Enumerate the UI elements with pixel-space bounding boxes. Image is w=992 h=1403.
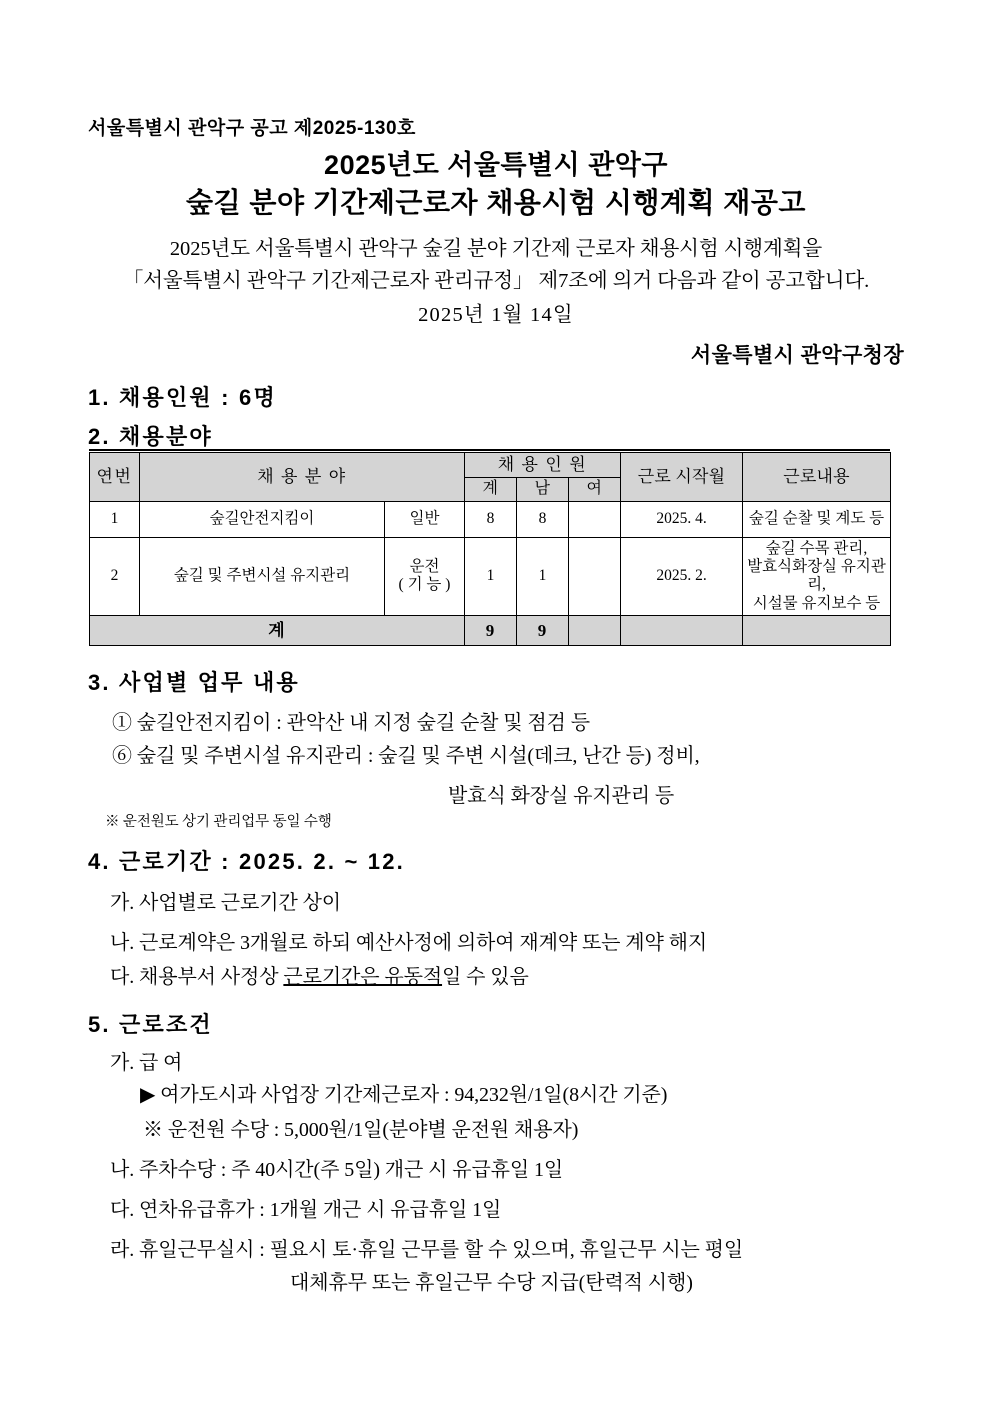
cell-total-female [569, 616, 621, 646]
document-number: 서울특별시 관악구 공고 제2025-130호 [88, 118, 416, 139]
th-start-month: 근로 시작월 [621, 453, 743, 502]
item-da-prefix: 다. 채용부서 사정상 [110, 966, 284, 988]
cell-female [569, 537, 621, 615]
cell-no: 2 [90, 537, 140, 615]
table-row [90, 501, 891, 537]
title-line-2: 숲길 분야 기간제근로자 채용시험 시행계획 재공고 [186, 187, 806, 218]
cell-work-content [743, 537, 891, 615]
table-body [90, 501, 891, 645]
section-3-heading: 3. 사업별 업무 내용 [88, 670, 300, 695]
cell-total: 8 [465, 501, 517, 537]
section-4-item-ga: 가. 사업별로 근로기간 상이 [110, 892, 342, 914]
th-no: 연번 [90, 453, 140, 502]
section-5-item-da: 다. 연차유급휴가 : 1개월 개근 시 유급휴일 1일 [110, 1199, 502, 1221]
table-header [90, 453, 891, 502]
th-male: 남 [517, 478, 569, 502]
cell-field-name: 숲길안전지킴이 [140, 501, 385, 537]
item-da-underlined: 근로기간은 유동적 [283, 966, 443, 988]
cell-total-work-content [743, 616, 891, 646]
section-5-item-na: 나. 주차수당 : 주 40시간(주 5일) 개근 시 유급휴일 1일 [110, 1159, 564, 1181]
section-4-item-na: 나. 근로계약은 3개월로 하되 예산사정에 의하여 재계약 또는 계약 해지 [110, 932, 708, 954]
section-1-heading: 1. 채용인원 : 6명 [88, 385, 277, 410]
cell-field-name: 숲길 및 주변시설 유지관리 [140, 537, 385, 615]
table-total-row [90, 616, 891, 646]
cell-start-month: 2025. 2. [621, 537, 743, 615]
page-title [0, 146, 992, 222]
table-top-rule [89, 449, 890, 451]
cell-total-sum: 9 [465, 616, 517, 646]
cell-total-label: 계 [90, 616, 465, 646]
th-headcount: 채 용 인 원 [465, 453, 621, 478]
item-da-suffix: 일 수 있음 [442, 966, 529, 988]
work-content-line-3: 시설물 유지보수 등 [752, 594, 881, 612]
section-5-item-ga-sub-1: ▶ 여가도시과 사업장 기간제근로자 : 94,232원/1일(8시간 기준) [140, 1084, 668, 1106]
cell-field-type: 일반 [385, 501, 465, 537]
th-female: 여 [569, 478, 621, 502]
section-3-note: ※ 운전원도 상기 관리업무 동일 수행 [105, 814, 332, 830]
th-total: 계 [465, 478, 517, 502]
cell-total-start-month [621, 616, 743, 646]
section-5-heading: 5. 근로조건 [88, 1012, 213, 1037]
field-type-line-2: ( 기 능 ) [398, 576, 451, 594]
intro-paragraph [96, 233, 896, 331]
field-type-line-1: 운전 [409, 558, 440, 576]
cell-total-male: 9 [517, 616, 569, 646]
cell-start-month: 2025. 4. [621, 501, 743, 537]
work-content-line-2: 발효식화장실 유지관리, [747, 558, 886, 594]
cell-total: 1 [465, 537, 517, 615]
issuer-name: 서울특별시 관악구청장 [690, 344, 904, 367]
cell-male: 8 [517, 501, 569, 537]
section-3-item-1: ① 숲길안전지킴이 : 관악산 내 지정 숲길 순찰 및 점검 등 [112, 712, 590, 734]
cell-no: 1 [90, 501, 140, 537]
table-header-row-1 [90, 453, 891, 478]
section-5-item-ga: 가. 급 여 [110, 1052, 183, 1074]
section-4-heading: 4. 근로기간 : 2025. 2. ~ 12. [88, 849, 405, 874]
table-row [90, 537, 891, 615]
cell-work-content: 숲길 순찰 및 계도 등 [743, 501, 891, 537]
title-line-1: 2025년도 서울특별시 관악구 [324, 150, 668, 180]
section-3-item-6-line-2: 발효식 화장실 유지관리 등 [448, 785, 675, 807]
recruitment-table [89, 452, 891, 646]
section-3-item-6-line-1: ⑥ 숲길 및 주변시설 유지관리 : 숲길 및 주변 시설(데크, 난간 등) 정비, [112, 745, 700, 767]
th-work-content: 근로내용 [743, 453, 891, 502]
work-content-line-1: 숲길 수목 관리, [765, 539, 868, 557]
cell-female [569, 501, 621, 537]
section-2-heading: 2. 채용분야 [88, 424, 213, 449]
announcement-date: 2025년 1월 14일 [418, 304, 574, 326]
section-5-item-ra-line-1: 라. 휴일근무실시 : 필요시 토·휴일 근무를 할 수 있으며, 휴일근무 시는 평일 [110, 1239, 744, 1261]
section-4-item-da [110, 962, 529, 992]
section-5-item-ra-line-2: 대체휴무 또는 휴일근무 수당 지급(탄력적 시행) [290, 1272, 693, 1294]
intro-line-2: 「서울특별시 관악구 기간제근로자 관리규정」 제7조에 의거 다음과 같이 공고합니다. [122, 270, 870, 292]
th-field: 채 용 분 야 [140, 453, 465, 502]
cell-field-type [385, 537, 465, 615]
intro-line-1: 2025년도 서울특별시 관악구 숲길 분야 기간제 근로자 채용시험 시행계획을 [169, 238, 823, 260]
section-5-item-ga-sub-2: ※ 운전원 수당 : 5,000원/1일(분야별 운전원 채용자) [143, 1119, 579, 1141]
cell-male: 1 [517, 537, 569, 615]
recruitment-table-wrapper [89, 452, 890, 646]
